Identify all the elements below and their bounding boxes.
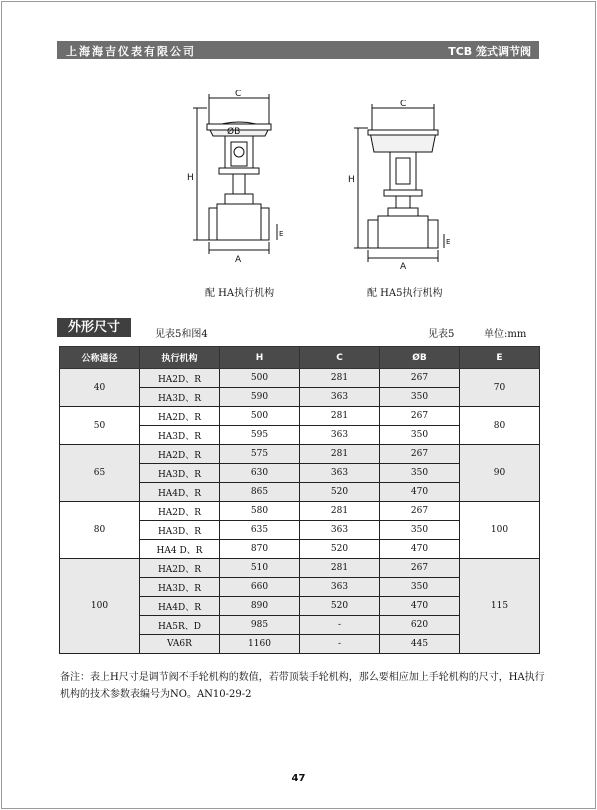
cell-actuator: HA2D、R <box>140 445 220 464</box>
dim-b-label: ØB <box>227 127 241 137</box>
cell-c: - <box>300 616 380 635</box>
valve-drawing-ha <box>185 90 295 270</box>
cell-c: 363 <box>300 521 380 540</box>
dimension-table <box>59 346 540 654</box>
table-row <box>60 559 540 578</box>
cell-c: 363 <box>300 426 380 445</box>
cell-actuator: HA3D、R <box>140 578 220 597</box>
dim-a-label: A <box>235 255 242 265</box>
dim-a-label-2: A <box>400 262 407 272</box>
dim-c-label: C <box>235 90 242 99</box>
cell-b: 267 <box>380 407 460 426</box>
cell-c: - <box>300 635 380 654</box>
dim-c-label-2: C <box>400 100 407 109</box>
dim-e-label-2: E <box>446 238 451 246</box>
cell-b: 350 <box>380 388 460 407</box>
footnote: 备注：表上H尺寸是调节阀不手轮机构的数值，若带顶装手轮机构，那么要相应加上手轮机构的尺寸，HA执行机构的技术参数表编号为NO。AN10-29-2 <box>60 672 545 700</box>
cell-h: 635 <box>220 521 300 540</box>
cell-b: 350 <box>380 426 460 445</box>
company-name: 上海海吉仪表有限公司 <box>66 45 196 58</box>
header-h: H <box>220 347 300 369</box>
cell-e: 80 <box>460 407 540 445</box>
cell-b: 267 <box>380 445 460 464</box>
cell-e: 90 <box>460 445 540 502</box>
table-row <box>60 407 540 426</box>
cell-c: 281 <box>300 502 380 521</box>
cell-h: 1160 <box>220 635 300 654</box>
cell-b: 267 <box>380 369 460 388</box>
cell-c: 363 <box>300 464 380 483</box>
cell-c: 520 <box>300 483 380 502</box>
cell-dn: 50 <box>60 407 140 445</box>
header-b: ØB <box>380 347 460 369</box>
cell-c: 281 <box>300 369 380 388</box>
figure-caption-right: 配 HA5执行机构 <box>367 288 443 299</box>
cell-actuator: VA6R <box>140 635 220 654</box>
cell-b: 470 <box>380 540 460 559</box>
cell-b: 470 <box>380 483 460 502</box>
dim-e-label: E <box>279 230 284 238</box>
cell-actuator: HA4D、R <box>140 483 220 502</box>
table-header-row <box>60 347 540 369</box>
cell-h: 510 <box>220 559 300 578</box>
cell-b: 267 <box>380 502 460 521</box>
see-table-figure-note: 见表5和图4 <box>155 329 208 340</box>
cell-actuator: HA5R、D <box>140 616 220 635</box>
cell-h: 590 <box>220 388 300 407</box>
cell-b: 445 <box>380 635 460 654</box>
cell-h: 865 <box>220 483 300 502</box>
cell-c: 363 <box>300 578 380 597</box>
table-row <box>60 502 540 521</box>
header-dn: 公称通径 <box>60 347 140 369</box>
section-title: 外形尺寸 <box>57 318 131 337</box>
cell-actuator: HA4 D、R <box>140 540 220 559</box>
cell-h: 500 <box>220 369 300 388</box>
cell-b: 350 <box>380 578 460 597</box>
cell-b: 267 <box>380 559 460 578</box>
page-number: 47 <box>291 773 306 784</box>
cell-c: 520 <box>300 597 380 616</box>
cell-h: 630 <box>220 464 300 483</box>
product-name: TCB 笼式调节阀 <box>448 45 531 58</box>
cell-h: 580 <box>220 502 300 521</box>
cell-h: 890 <box>220 597 300 616</box>
cell-h: 870 <box>220 540 300 559</box>
page-header <box>57 41 539 59</box>
table-row <box>60 369 540 388</box>
valve-drawing-ha5 <box>348 100 458 272</box>
cell-e: 115 <box>460 559 540 654</box>
cell-h: 660 <box>220 578 300 597</box>
cell-b: 350 <box>380 521 460 540</box>
cell-dn: 100 <box>60 559 140 654</box>
cell-e: 100 <box>460 502 540 559</box>
see-table-note: 见表5 <box>428 329 455 340</box>
cell-h: 595 <box>220 426 300 445</box>
cell-actuator: HA2D、R <box>140 407 220 426</box>
cell-b: 620 <box>380 616 460 635</box>
cell-actuator: HA3D、R <box>140 426 220 445</box>
cell-c: 281 <box>300 445 380 464</box>
cell-c: 281 <box>300 407 380 426</box>
cell-actuator: HA2D、R <box>140 369 220 388</box>
cell-actuator: HA2D、R <box>140 502 220 521</box>
cell-actuator: HA4D、R <box>140 597 220 616</box>
unit-label: 单位:mm <box>484 329 527 340</box>
header-e: E <box>460 347 540 369</box>
header-actuator: 执行机构 <box>140 347 220 369</box>
cell-dn: 65 <box>60 445 140 502</box>
figure-caption-left: 配 HA执行机构 <box>205 288 275 299</box>
header-c: C <box>300 347 380 369</box>
cell-h: 575 <box>220 445 300 464</box>
cell-actuator: HA2D、R <box>140 559 220 578</box>
cell-c: 363 <box>300 388 380 407</box>
cell-h: 500 <box>220 407 300 426</box>
cell-actuator: HA3D、R <box>140 521 220 540</box>
cell-dn: 80 <box>60 502 140 559</box>
cell-c: 520 <box>300 540 380 559</box>
table-row <box>60 445 540 464</box>
cell-c: 281 <box>300 559 380 578</box>
cell-actuator: HA3D、R <box>140 464 220 483</box>
dim-h-label-2: H <box>348 175 355 185</box>
cell-e: 70 <box>460 369 540 407</box>
cell-actuator: HA3D、R <box>140 388 220 407</box>
cell-h: 985 <box>220 616 300 635</box>
dim-h-label: H <box>187 173 194 183</box>
cell-b: 470 <box>380 597 460 616</box>
cell-dn: 40 <box>60 369 140 407</box>
cell-b: 350 <box>380 464 460 483</box>
